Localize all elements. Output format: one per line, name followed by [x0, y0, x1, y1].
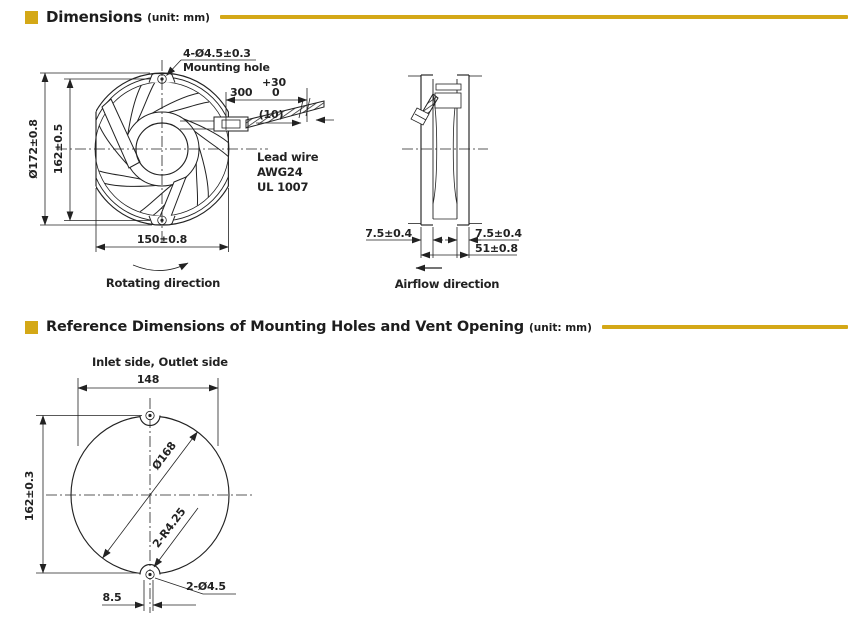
section-title: Reference Dimensions of Mounting Holes and Vent Opening: [46, 319, 524, 335]
section-header-dimensions: [25, 8, 848, 26]
vent-dimensions: [36, 378, 236, 611]
dim-hole-pitch-vertical: 162±0.5: [52, 123, 65, 175]
front-view: [27, 47, 334, 290]
dim-lead-tol-upper: +30: [262, 76, 286, 89]
section-unit: (unit: mm): [147, 12, 210, 24]
vent-opening-drawing: [0, 346, 854, 627]
dim-hole-diameter: 2-Ø4.5: [186, 580, 226, 593]
side-frame: [408, 75, 482, 225]
vent-hole-top: [146, 411, 154, 419]
lead-wire-label-1: Lead wire: [257, 150, 319, 164]
section-title: Dimensions: [46, 8, 143, 26]
side-view: [365, 75, 522, 291]
mounting-hole-label: Mounting hole: [183, 61, 270, 74]
section-unit: (unit: mm): [529, 322, 592, 334]
dim-outer-diameter: Ø172±0.8: [27, 119, 40, 179]
side-lead-wire: [411, 94, 438, 125]
dim-notch-radius: 2-R4.25: [150, 505, 189, 551]
section-bullet-icon: [25, 11, 38, 24]
dim-frame-width: 150±0.8: [136, 233, 188, 246]
dim-vent-pitch-horizontal: 148: [136, 373, 160, 386]
lead-wire-label-2: AWG24: [257, 165, 303, 179]
rotating-direction-label: Rotating direction: [105, 276, 221, 290]
dim-vent-diameter: Ø168: [149, 439, 179, 473]
section-bullet-icon: [25, 321, 38, 334]
vent-title: Inlet side, Outlet side: [92, 355, 228, 369]
vent-hole-bottom: [146, 570, 154, 578]
section-rule: [602, 325, 848, 329]
dimensions-drawing: [0, 36, 854, 316]
airflow-direction-label: Airflow direction: [394, 277, 500, 291]
dim-flange-left: 7.5±0.4: [365, 227, 412, 240]
dim-lead-length: 300: [230, 86, 253, 99]
dim-flange-right: 7.5±0.4: [475, 227, 522, 240]
dim-strip-length: (10): [258, 108, 284, 121]
dim-depth: 51±0.8: [475, 242, 518, 255]
dim-vent-pitch-vertical: 162±0.3: [23, 470, 36, 522]
vent-view: [23, 355, 254, 613]
dim-hole-offset: 8.5: [102, 591, 122, 604]
section-header-reference: [25, 319, 848, 335]
lead-wire-label-3: UL 1007: [257, 180, 309, 194]
dim-lead-tol-lower: 0: [272, 86, 280, 99]
section-rule: [220, 15, 848, 19]
dim-mounting-hole-spec: 4-Ø4.5±0.3: [183, 47, 251, 60]
